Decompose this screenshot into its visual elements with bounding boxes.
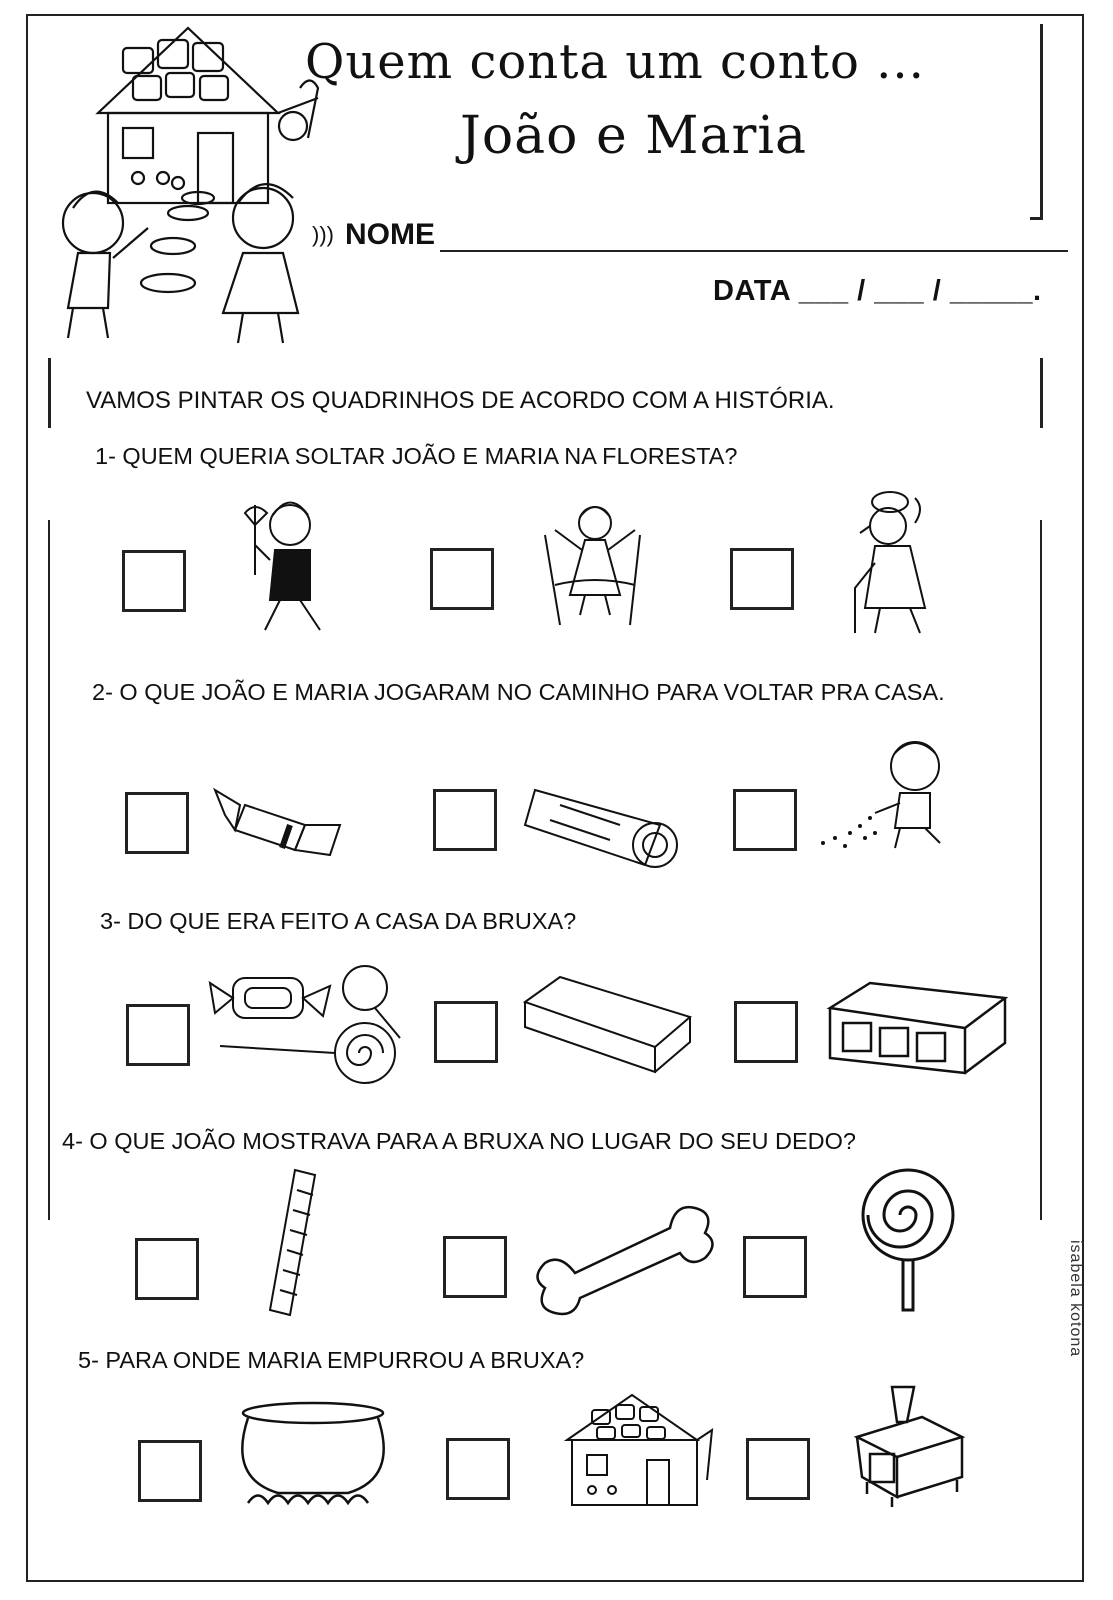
sound-marks-icon: ))) bbox=[312, 222, 334, 247]
q5-option-1-checkbox[interactable] bbox=[138, 1440, 202, 1502]
q2-option-2-checkbox[interactable] bbox=[433, 789, 497, 851]
candy-house-icon bbox=[552, 1385, 717, 1510]
cauldron-icon bbox=[228, 1398, 398, 1508]
wood-plank-icon bbox=[520, 972, 695, 1077]
q3-option-3-checkbox[interactable] bbox=[734, 1001, 798, 1063]
brick-icon bbox=[825, 978, 1010, 1073]
candy-icon bbox=[210, 780, 350, 860]
name-input-line[interactable] bbox=[440, 250, 1068, 252]
title-line-2: João e Maria bbox=[460, 106, 808, 166]
name-label: NOME bbox=[345, 218, 435, 251]
title-line-1: Quem conta um conto ... bbox=[305, 34, 925, 90]
girl-icon bbox=[540, 495, 650, 630]
woodcutter-icon bbox=[225, 495, 345, 645]
q4-option-1-checkbox[interactable] bbox=[135, 1238, 199, 1300]
question-1: 1- QUEM QUERIA SOLTAR JOÃO E MARIA NA FLORESTA? bbox=[95, 443, 738, 469]
instr-bracket-left bbox=[48, 358, 51, 428]
q3-option-1-checkbox[interactable] bbox=[126, 1004, 190, 1066]
q1-option-3-checkbox[interactable] bbox=[730, 548, 794, 610]
question-2: 2- O QUE JOÃO E MARIA JOGARAM NO CAMINHO PARA VOLTAR PRA CASA. bbox=[92, 679, 945, 705]
q2-option-1-checkbox[interactable] bbox=[125, 792, 189, 854]
section-bracket-right bbox=[1040, 520, 1042, 1220]
question-5: 5- PARA ONDE MARIA EMPURROU A BRUXA? bbox=[78, 1347, 585, 1373]
author-credit: isabela kotona bbox=[1067, 1240, 1084, 1358]
stove-icon bbox=[852, 1382, 972, 1512]
witch-icon bbox=[840, 488, 950, 638]
log-icon bbox=[520, 780, 685, 870]
q1-option-2-checkbox[interactable] bbox=[430, 548, 494, 610]
q4-option-3-checkbox[interactable] bbox=[743, 1236, 807, 1298]
title-bracket bbox=[1040, 24, 1043, 219]
question-3: 3- DO QUE ERA FEITO A CASA DA BRUXA? bbox=[100, 908, 577, 934]
question-4: 4- O QUE JOÃO MOSTRAVA PARA A BRUXA NO LUGAR DO SEU DEDO? bbox=[62, 1128, 856, 1154]
q3-option-2-checkbox[interactable] bbox=[434, 1001, 498, 1063]
title-bracket-foot bbox=[1030, 217, 1043, 220]
instructions: VAMOS PINTAR OS QUADRINHOS DE ACORDO COM A HISTÓRIA. bbox=[86, 387, 835, 414]
sweets-icon bbox=[205, 958, 410, 1088]
q5-option-3-checkbox[interactable] bbox=[746, 1438, 810, 1500]
section-bracket-left bbox=[48, 520, 50, 1220]
bone-icon bbox=[530, 1198, 715, 1318]
q1-option-1-checkbox[interactable] bbox=[122, 550, 186, 612]
q5-option-2-checkbox[interactable] bbox=[446, 1438, 510, 1500]
date-label[interactable]: DATA ___ / ___ / _____. bbox=[713, 275, 1042, 307]
lollipop-icon bbox=[858, 1165, 963, 1325]
header-illustration bbox=[38, 18, 338, 358]
q4-option-2-checkbox[interactable] bbox=[443, 1236, 507, 1298]
boy-throwing-crumbs-icon bbox=[815, 738, 965, 858]
instr-bracket-right bbox=[1040, 358, 1043, 428]
q2-option-3-checkbox[interactable] bbox=[733, 789, 797, 851]
candy-cane-stick-icon bbox=[255, 1165, 330, 1320]
